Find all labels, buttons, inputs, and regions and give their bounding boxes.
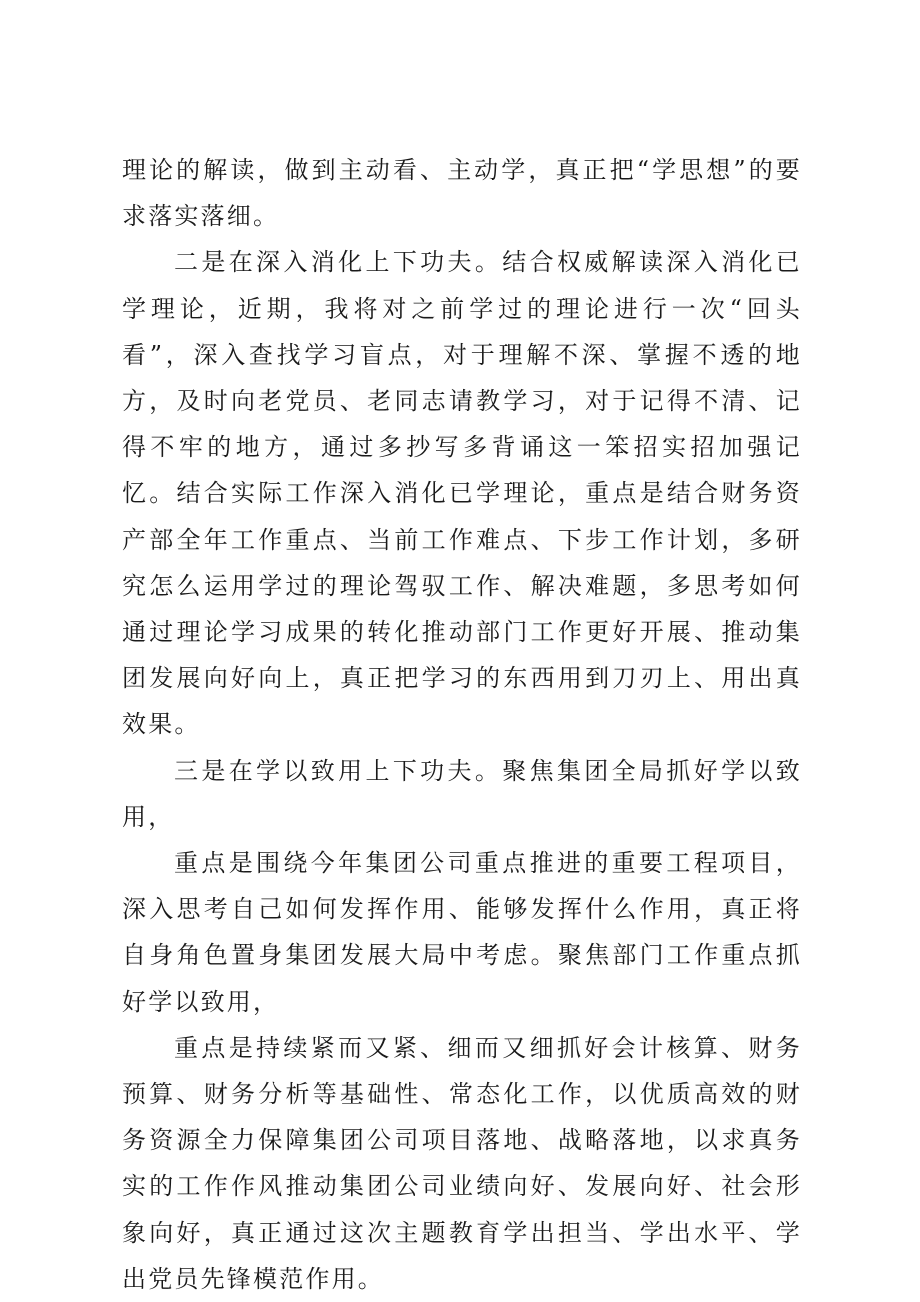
paragraph-focus-two: 重点是持续紧而又紧、细而又细抓好会计核算、财务预算、财务分析等基础性、常态化工作，以优质高效的财务资源全力保障集团公司项目落地、战略落地，以求真务实的工作作风推动集团公司业绩向好、发展向好、社会形象向好，真正通过这次主题教育学出担当、学出水平、学出党员先锋模范作用。	[122, 1033, 802, 1293]
document-body	[122, 147, 802, 1302]
paragraph-continuation: 理论的解读，做到主动看、主动学，真正把“学思想”的要求落实落细。	[122, 156, 802, 231]
paragraph-point-three: 三是在学以致用上下功夫。聚焦集团全局抓好学以致用，	[122, 756, 802, 831]
paragraph-focus-one: 重点是围绕今年集团公司重点推进的重要工程项目，深入思考自己如何发挥作用、能够发挥什么作用，真正将自身角色置身集团发展大局中考虑。聚焦部门工作重点抓好学以致用，	[122, 849, 802, 1016]
paragraph-point-two: 二是在深入消化上下功夫。结合权威解读深入消化已学理论，近期，我将对之前学过的理论进行一次“回头看”，深入查找学习盲点，对于理解不深、掌握不透的地方，及时向老党员、老同志请教学习，对于记得不清、记得不牢的地方，通过多抄写多背诵这一笨招实招加强记忆。结合实际工作深入消化已学理论，重点是结合财务资产部全年工作重点、当前工作难点、下步工作计划，多研究怎么运用学过的理论驾驭工作、解决难题，多思考如何通过理论学习成果的转化推动部门工作更好开展、推动集团发展向好向上，真正把学习的东西用到刀刃上、用出真效果。	[122, 248, 802, 739]
